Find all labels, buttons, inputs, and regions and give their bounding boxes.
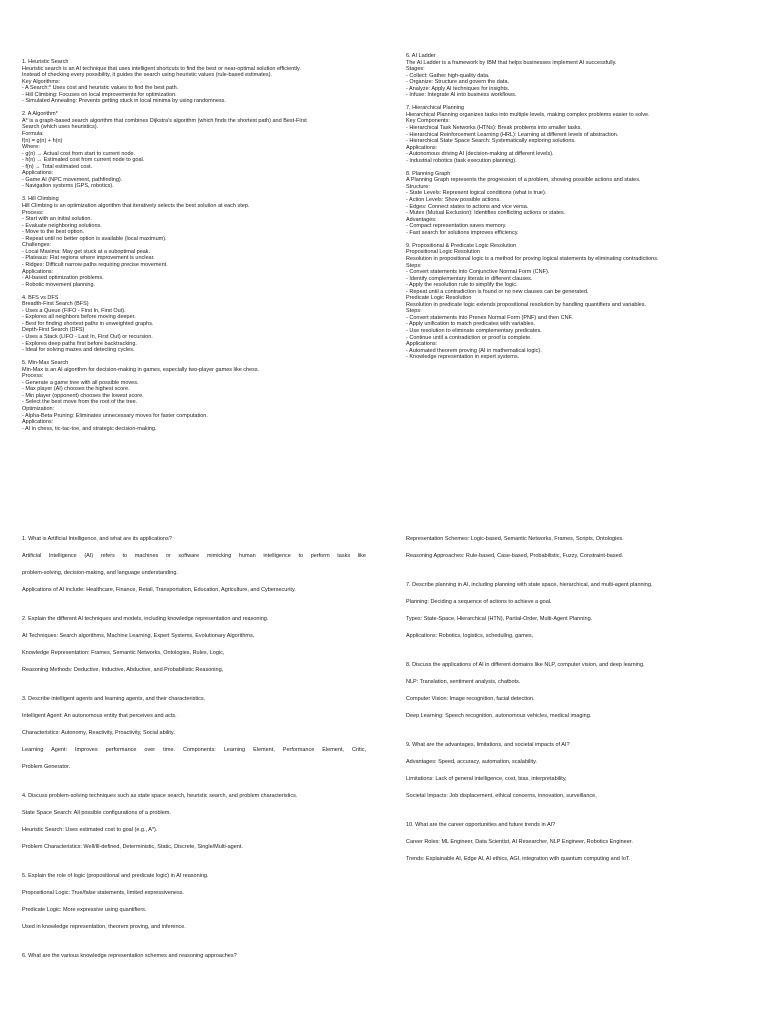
note-line: A* is a graph-based search algorithm that combines Dijkstra's algorithm (which finds the shortest path) and Best-First — [22, 117, 307, 124]
note-line: Applications: — [22, 419, 54, 426]
note-line: Steps: — [406, 308, 422, 315]
notes-right-column — [406, 53, 751, 361]
question-9: 9. What are the advantages, limitations, and societal impacts of AI? — [406, 742, 570, 748]
answer-2-techniques: AI Techniques: Search algorithms, Machine Learning, Expert Systems, Evolutionary Algorithms, — [22, 633, 255, 639]
answer-9-limitations: Limitations: Lack of general intelligence, cost, bias, interpretability, — [406, 776, 567, 782]
answer-1-line-1: Artificial Intelligence (AI) refers to machines or software mimicking human intelligence to perform tasks like — [22, 553, 366, 559]
note-line: - Continue until a contradiction or proof is complete. — [406, 334, 532, 341]
answer-8-nlp: NLP: Translation, sentiment analysis, chatbots. — [406, 679, 521, 685]
note-line: - Explores all neighbors before moving deeper. — [22, 314, 136, 321]
answer-2-reasoning: Reasoning Methods: Deductive, Inductive, Abductive, and Probabilistic Reasoning, — [22, 667, 224, 673]
note-line: Predicate Logic Resolution — [406, 295, 472, 302]
answer-8-deep-learning: Deep Learning: Speech recognition, autonomous vehicles, medical imaging. — [406, 713, 592, 719]
note-line: Formula: — [22, 131, 44, 138]
note-line: Applications: — [22, 268, 54, 275]
note-line: - g(n) → Actual cost from start to current node. — [22, 150, 136, 157]
qa-left-column — [22, 536, 366, 970]
answer-4-heuristic: Heuristic Search: Uses estimated cost to goal (e.g., A*). — [22, 827, 158, 833]
answer-6-schemes: Representation Schemes: Logic-based, Semantic Networks, Frames, Scripts, Ontologies. — [406, 536, 624, 542]
note-line: Challenges: — [22, 242, 52, 249]
note-line: - Hierarchical State Space Search: Systematically exploring solutions. — [406, 138, 576, 145]
note-line: - Collect: Gather high-quality data. — [406, 72, 490, 79]
question-2: 2. Explain the different AI techniques and models, including knowledge representation and reasoning. — [22, 616, 269, 622]
note-line: - Simulated Annealing: Prevents getting stuck in local minima by using randomness. — [22, 98, 226, 105]
note-line: - AI-based optimization problems. — [22, 275, 104, 282]
answer-10-trends: Trends: Explainable AI, Edge AI, AI ethics, AGI, integration with quantum computing and IoT. — [406, 856, 631, 862]
note-line: - Convert statements into Conjunctive Normal Form (CNF). — [406, 269, 550, 276]
note-line: - AI in chess, tic-tac-toe, and strategic decision-making. — [22, 425, 157, 432]
note-line: Key Algorithms: — [22, 78, 61, 85]
answer-5-usage: Used in knowledge representation, theorem proving, and inference. — [22, 924, 186, 930]
note-line: - Action Levels: Show possible actions. — [406, 197, 501, 204]
question-5: 5. Explain the role of logic (propositional and predicate logic) in AI reasoning. — [22, 873, 209, 879]
note-line: 7. Hierarchical Planning — [406, 105, 465, 112]
note-line: Breadth-First Search (BFS) — [22, 301, 89, 308]
note-line: Resolution in predicate logic extends propositional resolution by handling quantifiers and variables. — [406, 301, 647, 308]
note-line: Applications: — [406, 144, 438, 151]
note-line: - Ridges: Difficult narrow paths requiring precise movement. — [22, 261, 168, 268]
note-line: Min-Max is an AI algorithm for decision-making in games, especially two-player games like chess. — [22, 366, 260, 373]
note-line: 5. Min-Max Search — [22, 360, 69, 367]
answer-7-applications: Applications: Robotics, logistics, scheduling, games, — [406, 633, 534, 639]
answer-2-knowledge: Knowledge Representation: Frames, Semantic Networks, Ontologies, Rules, Logic, — [22, 650, 225, 656]
note-line: Advantages: — [406, 216, 437, 223]
note-line: - Repeat until no better option is available (local maximum). — [22, 235, 167, 242]
note-line: Applications: — [22, 170, 54, 177]
question-3: 3. Describe intelligent agents and learning agents, and their characteristics. — [22, 696, 206, 702]
note-line: - Analyze: Apply AI techniques for insights. — [406, 85, 510, 92]
note-line: - Select the best move from the root of the tree. — [22, 399, 138, 406]
note-line: Steps: — [406, 262, 422, 269]
note-line: - Convert statements into Prenex Normal Form (PNF) and then CNF. — [406, 314, 573, 321]
note-line: 8. Planning Graph — [406, 170, 451, 177]
note-line: Process: — [22, 209, 44, 216]
note-line: - Game AI (NPC movement, pathfinding). — [22, 176, 123, 183]
note-line: - Uses a Stack (LIFO - Last In, First Out) or recursion. — [22, 333, 153, 340]
note-line: Hill Climbing is an optimization algorithm that iteratively selects the best solution at each step. — [22, 203, 250, 210]
note-line: - Max player (AI) chooses the highest score. — [22, 386, 130, 393]
answer-3-problem-generator: Problem Generator. — [22, 764, 70, 770]
note-line: Optimization: — [22, 405, 55, 412]
note-line: Instead of checking every possibility, it guides the search using heuristic values (rule-based estimates). — [22, 72, 272, 79]
note-line: - Generate a game tree with all possible moves. — [22, 379, 139, 386]
note-line: - Move to the best option. — [22, 229, 85, 236]
note-line: The AI Ladder is a framework by IBM that helps businesses implement AI successfully. — [406, 59, 617, 66]
notes-left-column — [22, 59, 372, 432]
answer-6-reasoning: Reasoning Approaches: Rule-based, Case-based, Probabilistic, Fuzzy, Constraint-based. — [406, 553, 624, 559]
note-line: Depth-First Search (DFS) — [22, 327, 85, 334]
answer-1-applications: Applications of AI include: Healthcare, Finance, Retail, Transportation, Education, Agriculture, and Cybersecurity. — [22, 587, 296, 593]
answer-5-propositional: Propositional Logic: True/false statements, limited expressiveness. — [22, 890, 185, 896]
note-line: - Fast search for solutions improves efficiency. — [406, 229, 519, 236]
note-line: 6. AI Ladder — [406, 53, 436, 59]
note-line: Process: — [22, 373, 44, 380]
note-line: Search (which uses heuristics). — [22, 124, 99, 131]
answer-5-predicate: Predicate Logic: More expressive using quantifiers. — [22, 907, 147, 913]
answer-9-impacts: Societal Impacts: Job displacement, ethical concerns, innovation, surveillance, — [406, 793, 597, 799]
note-line: Structure: — [406, 183, 430, 190]
note-line: - Identify complementary literals in different clauses. — [406, 275, 533, 282]
answer-8-vision: Computer Vision: Image recognition, facial detection. — [406, 696, 535, 702]
note-line: - Navigation systems (GPS, robotics). — [22, 183, 114, 190]
note-line: - Use resolution to eliminate complementary predicates. — [406, 327, 542, 334]
note-line: - h(n) → Estimated cost from current node to goal. — [22, 157, 145, 164]
question-8: 8. Discuss the applications of AI in different domains like NLP, computer vision, and deep learning. — [406, 662, 645, 668]
note-line: f(n) = g(n) + h(n) — [22, 137, 63, 144]
note-line: - Min player (opponent) chooses the lowest score. — [22, 392, 144, 399]
note-line: - Organize: Structure and govern the data. — [406, 79, 510, 86]
answer-9-advantages: Advantages: Speed, accuracy, automation, scalability. — [406, 759, 537, 765]
question-6: 6. What are the various knowledge representation schemes and reasoning approaches? — [22, 953, 237, 959]
note-line: 4. BFS vs DFS — [22, 294, 59, 301]
note-line: - Hill Climbing: Focuses on local improvements for optimization. — [22, 91, 177, 98]
note-line: Hierarchical Planning organizes tasks into multiple levels, making complex problems easier to solve. — [406, 111, 650, 118]
note-line: - Uses a Queue (FIFO - First In, First Out). — [22, 307, 126, 314]
note-line: A Planning Graph represents the progression of a problem, showing possible actions and states. — [406, 177, 641, 184]
note-line: Applications: — [406, 341, 438, 348]
note-line: - Hierarchical Reinforcement Learning (HRL): Learning at different levels of abstraction. — [406, 131, 619, 138]
note-line: - Compact representation saves memory. — [406, 223, 507, 230]
note-line: - Start with an initial solution. — [22, 216, 93, 223]
note-line: - f(n) → Total estimated cost. — [22, 163, 93, 170]
note-line: - Mutex (Mutual Exclusion): Identifies conflicting actions or states. — [406, 210, 566, 217]
note-line: - Alpha-Beta Pruning: Eliminates unnecessary moves for faster computation. — [22, 412, 208, 419]
note-line: Resolution in propositional logic is a method for proving logical statements by eliminating contradictions. — [406, 255, 659, 262]
note-line: - Local Maxima: May get stuck at a suboptimal peak. — [22, 248, 151, 255]
note-line: - State Levels: Represent logical conditions (what is true). — [406, 190, 547, 197]
answer-4-state-space: State Space Search: All possible configurations of a problem. — [22, 810, 171, 816]
note-line: - Apply unification to match predicates with variables. — [406, 321, 536, 328]
answer-3-characteristics: Characteristics: Autonomy, Reactivity, Proactivity, Social ability. — [22, 730, 175, 736]
note-line: Key Components: — [406, 118, 450, 125]
note-line: - Edges: Connect states to actions and vice versa. — [406, 203, 529, 210]
note-line: Heuristic search is an AI technique that uses intelligent shortcuts to find the best or near-optimal solution efficiently. — [22, 65, 301, 72]
question-4: 4. Discuss problem-solving techniques such as state space search, heuristic search, and problem characteristics. — [22, 793, 298, 799]
note-line: 3. Hill Climbing — [22, 196, 59, 203]
note-line: - Industrial robotics (task execution planning). — [406, 157, 517, 164]
note-line: Where: — [22, 144, 40, 151]
note-line: 2. A Algorithm* — [22, 111, 58, 118]
qa-right-column — [406, 536, 750, 873]
note-line: - Hierarchical Task Networks (HTNs): Break problems into smaller tasks. — [406, 125, 582, 132]
note-line: - A Search:* Uses cost and heuristic values to find the best path. — [22, 85, 179, 92]
note-line: Propositional Logic Resolution — [406, 249, 480, 256]
note-line: - Best for finding shortest paths in unweighted graphs. — [22, 320, 154, 327]
note-line: - Autonomous driving AI (decision-making at different levels). — [406, 151, 554, 158]
question-1: 1. What is Artificial Intelligence, and what are its applications? — [22, 536, 172, 542]
question-7: 7. Describe planning in AI, including planning with state space, hierarchical, and multi-agent planning. — [406, 582, 653, 588]
answer-4-characteristics: Problem Characteristics: Well/Ill-defined, Deterministic, Static, Discrete, Single/Multi-agent. — [22, 844, 243, 850]
note-line: - Ideal for solving mazes and detecting cycles. — [22, 347, 135, 354]
note-line: - Plateaus: Flat regions where improvement is unclear. — [22, 255, 155, 262]
note-line: - Automated theorem proving (AI in mathematical logic). — [406, 347, 542, 354]
answer-1-line-2: problem-solving, decision-making, and language understanding. — [22, 570, 178, 576]
note-line: - Explores deep paths first before backtracking. — [22, 340, 137, 347]
note-line: - Evaluate neighboring solutions. — [22, 222, 102, 229]
note-line: Stages: — [406, 66, 425, 73]
answer-3-agent: Intelligent Agent: An autonomous entity that perceives and acts. — [22, 713, 177, 719]
note-line: - Apply the resolution rule to simplify the logic. — [406, 282, 518, 289]
note-line: - Infuse: Integrate AI into business workflows. — [406, 92, 517, 99]
answer-7-types: Types: State-Space, Hierarchical (HTN), Partial-Order, Multi-Agent Planning. — [406, 616, 593, 622]
note-line: 1. Heuristic Search — [22, 59, 69, 65]
answer-10-careers: Career Roles: ML Engineer, Data Scientist, AI Researcher, NLP Engineer, Robotics Engineer. — [406, 839, 633, 845]
question-10: 10. What are the career opportunities and future trends in AI? — [406, 822, 556, 828]
answer-3-learning-agent: Learning Agent: Improves performance over time. Components: Learning Element, Performance Element, Critic, — [22, 747, 366, 753]
note-line: - Robotic movement planning. — [22, 281, 96, 288]
note-line: - Repeat until a contradiction is found or no new clauses can be generated. — [406, 288, 589, 295]
note-line: 9. Propositional & Predicate Logic Resolution — [406, 242, 517, 249]
note-line: - Knowledge representation in expert systems. — [406, 354, 520, 361]
answer-7-planning: Planning: Deciding a sequence of actions to achieve a goal. — [406, 599, 552, 605]
